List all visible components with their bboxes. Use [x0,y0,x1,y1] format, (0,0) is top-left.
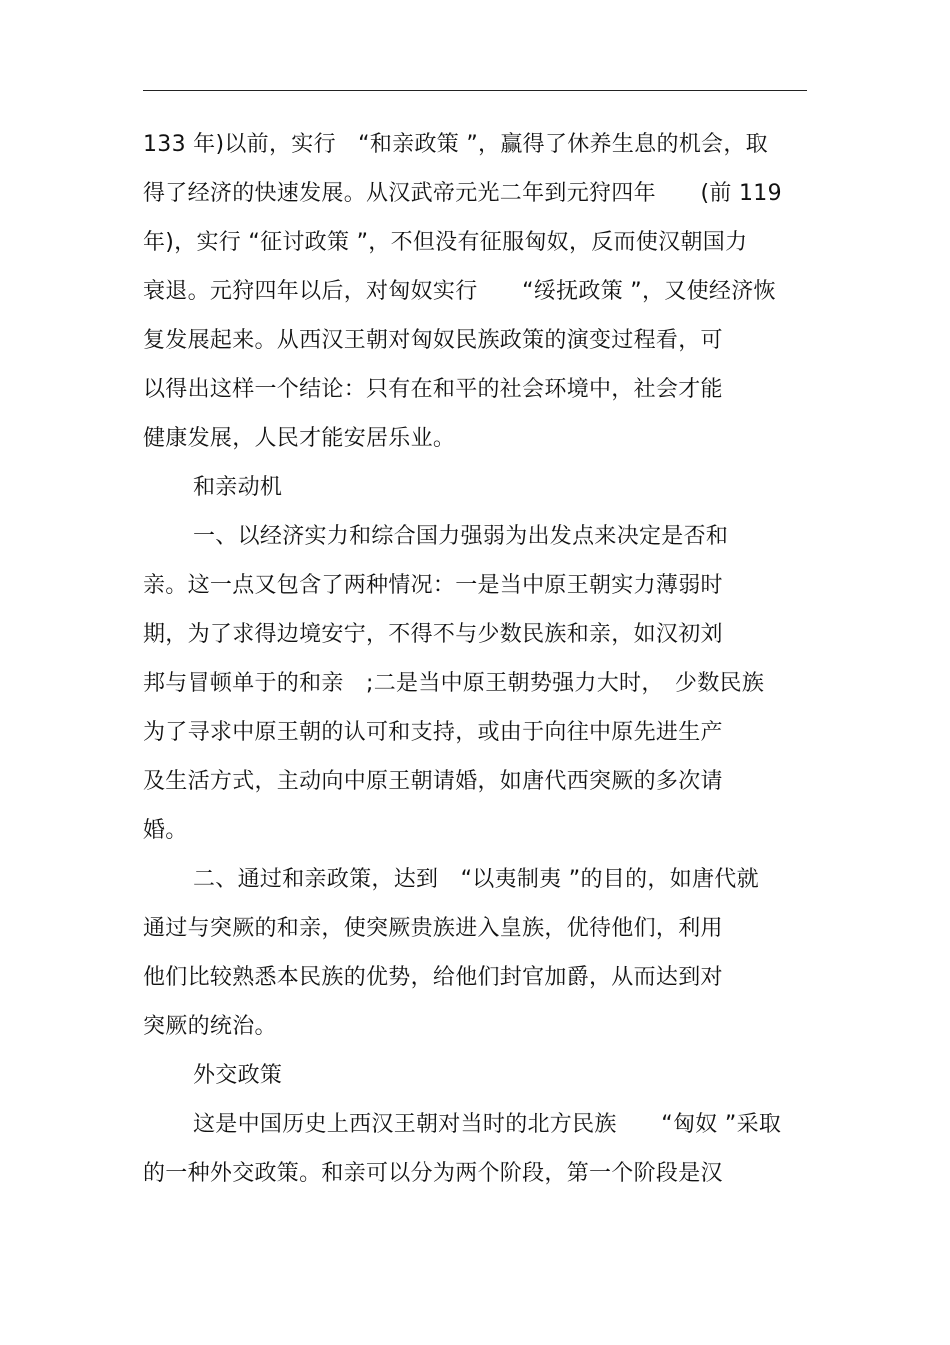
text-line: 通过与突厥的和亲，使突厥贵族进入皇族，优待他们，利用 [143,916,723,941]
text-line: 突厥的统治。 [143,1014,277,1039]
text-line: 的一种外交政策。和亲可以分为两个阶段，第一个阶段是汉 [143,1161,723,1186]
text-line: 亲。这一点又包含了两种情况：一是当中原王朝实力薄弱时 [143,573,723,598]
paragraph-start: 二、通过和亲政策，达到 “以夷制夷 ”的目的，如唐代就 [193,867,759,892]
text-line: 衰退。元狩四年以后，对匈奴实行 “绥抚政策 ”，又使经济恢 [143,279,776,304]
text-line: 复发展起来。从西汉王朝对匈奴民族政策的演变过程看，可 [143,328,723,353]
text-line: 为了寻求中原王朝的认可和支持，或由于向往中原先进生产 [143,720,723,745]
paragraph-start: 一、以经济实力和综合国力强弱为出发点来决定是否和 [193,524,729,549]
text-line: 133 年)以前，实行 “和亲政策 ”，赢得了休养生息的机会，取 [143,132,768,157]
text-line: 健康发展，人民才能安居乐业。 [143,426,456,451]
text-line: 及生活方式，主动向中原王朝请婚，如唐代西突厥的多次请 [143,769,723,794]
document-body [143,122,813,1200]
text-line: 得了经济的快速发展。从汉武帝元光二年到元狩四年 (前 119 [143,181,782,206]
header-rule [143,90,807,91]
section-heading: 和亲动机 [193,475,283,500]
text-line: 婚。 [143,818,188,843]
section-heading: 外交政策 [193,1063,283,1088]
text-line: 年)，实行 “征讨政策 ”，不但没有征服匈奴，反而使汉朝国力 [143,230,748,255]
text-line: 期，为了求得边境安宁，不得不与少数民族和亲，如汉初刘 [143,622,723,647]
text-line: 邦与冒顿单于的和亲 ;二是当中原王朝势强力大时， 少数民族 [143,671,765,696]
paragraph-start: 这是中国历史上西汉王朝对当时的北方民族 “匈奴 ”采取 [193,1112,782,1137]
text-line: 他们比较熟悉本民族的优势，给他们封官加爵，从而达到对 [143,965,723,990]
text-line: 以得出这样一个结论：只有在和平的社会环境中，社会才能 [143,377,723,402]
